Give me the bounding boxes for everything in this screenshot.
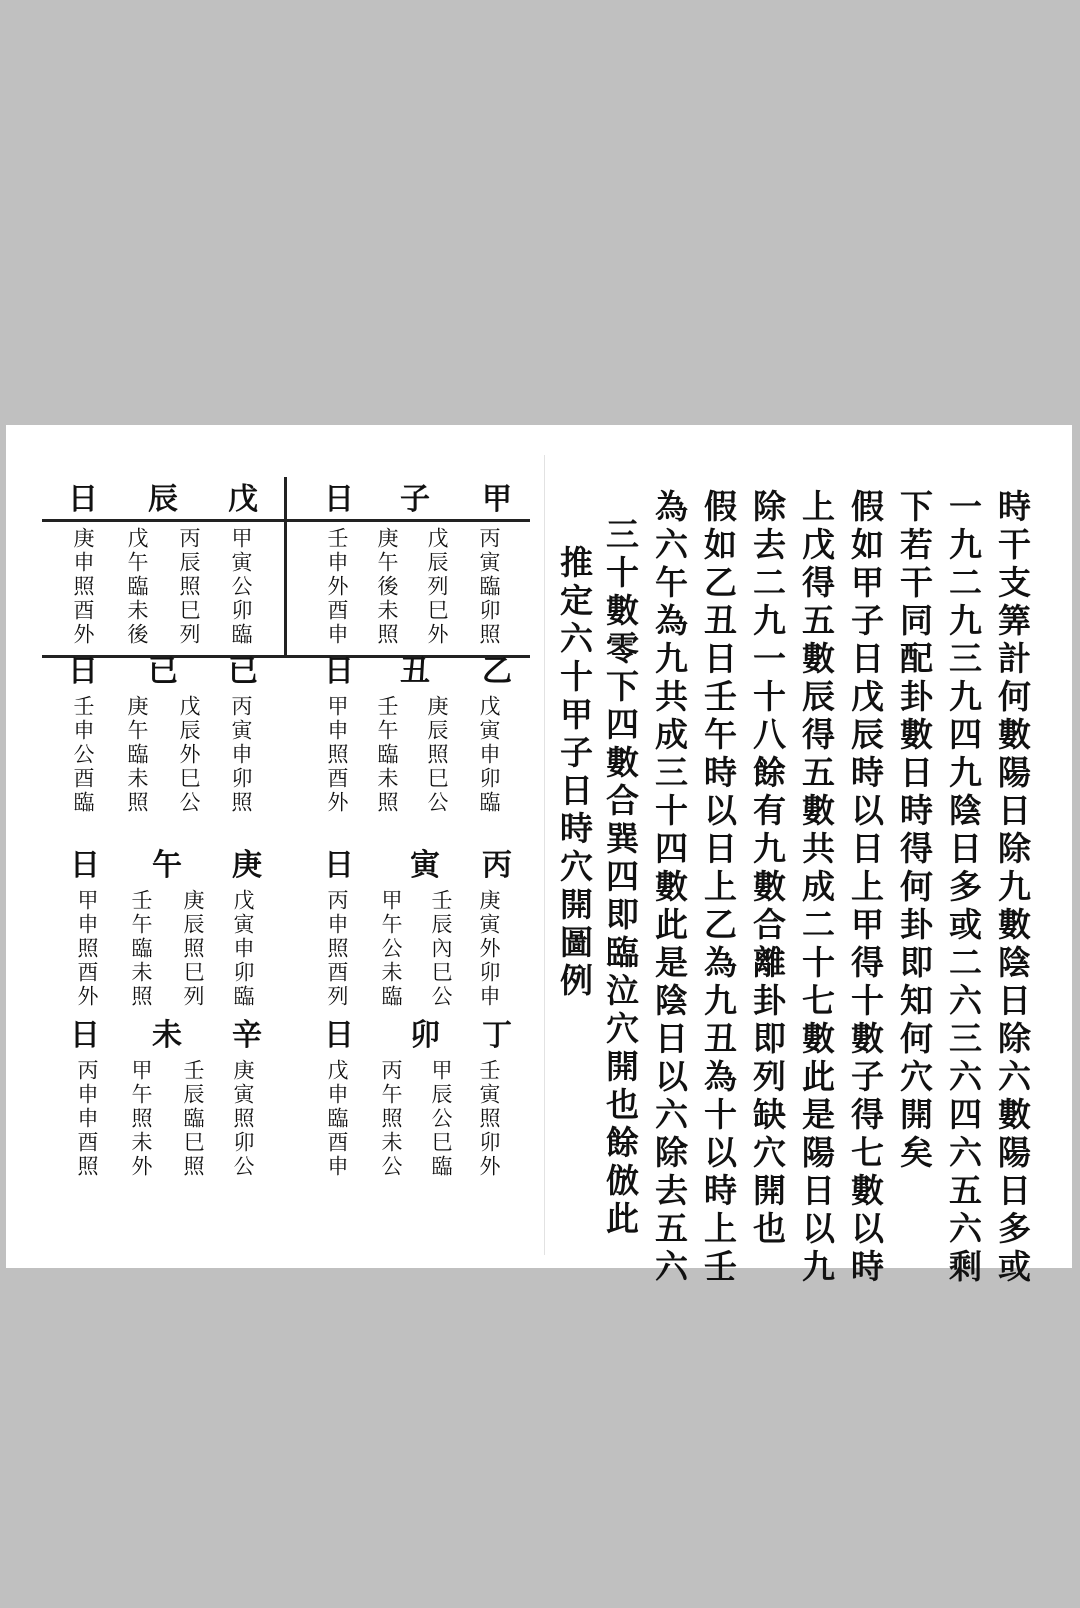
entry-column: 甲午公未臨 xyxy=(379,889,403,1009)
block-label-branch: 午 xyxy=(152,848,182,883)
text-column-6: 除去二九一十八餘有九數合離卦即列缺穴開也 xyxy=(748,489,787,1249)
block-label-day: 日 xyxy=(70,848,100,883)
entry-column: 丙午照未公 xyxy=(379,1059,403,1179)
entry-column: 戊寅申卯臨 xyxy=(231,889,255,1009)
entry-column: 甲申照酉外 xyxy=(325,695,349,815)
entry-column: 甲申照酉外 xyxy=(75,889,99,1009)
page-fold xyxy=(544,455,545,1255)
block-label-branch: 辰 xyxy=(148,482,178,517)
block-label-branch: 卯 xyxy=(410,1018,440,1053)
block-label-stem: 丁 xyxy=(482,1018,512,1053)
entry-column: 壬寅照卯外 xyxy=(477,1059,501,1179)
entry-column: 甲寅公卯臨 xyxy=(229,527,253,647)
entry-column: 丙寅臨卯照 xyxy=(477,527,501,647)
block-label-day: 日 xyxy=(68,482,98,517)
block-label-branch: 已 xyxy=(148,654,178,689)
block-label-branch: 寅 xyxy=(410,848,440,883)
entry-column: 甲午照未外 xyxy=(129,1059,153,1179)
block-label-day: 日 xyxy=(70,1018,100,1053)
text-column-3: 下若干同配卦數日時得何卦即知何穴開矣 xyxy=(895,489,934,1173)
block-label-branch: 未 xyxy=(152,1018,182,1053)
entry-column: 甲辰公巳臨 xyxy=(429,1059,453,1179)
block-label-branch: 子 xyxy=(400,482,430,517)
entry-column: 壬申外酉申 xyxy=(325,527,349,647)
entry-column: 戊辰列巳外 xyxy=(425,527,449,647)
block-label-stem: 甲 xyxy=(482,482,512,517)
entry-column: 壬午臨未照 xyxy=(375,695,399,815)
block-label-branch: 丑 xyxy=(400,654,430,689)
entry-column: 壬申公酉臨 xyxy=(71,695,95,815)
block-label-day: 日 xyxy=(324,1018,354,1053)
block-label-stem: 庚 xyxy=(232,848,262,883)
entry-column: 庚午後未照 xyxy=(375,527,399,647)
text-column-7: 假如乙丑日壬午時以日上乙為九丑為十以時上壬 xyxy=(699,489,738,1287)
column-divider xyxy=(284,477,287,657)
book-spread xyxy=(6,425,1072,1287)
entry-column: 戊申臨酉申 xyxy=(325,1059,349,1179)
entry-column: 丙寅申卯照 xyxy=(229,695,253,815)
block-label-stem: 戊 xyxy=(228,482,258,517)
text-column-9: 三十數零下四數合巽四即臨泣穴開也餘倣此 xyxy=(601,517,640,1239)
entry-column: 丙申照酉列 xyxy=(325,889,349,1009)
entry-column: 庚辰照巳公 xyxy=(425,695,449,815)
entry-column: 庚午臨未照 xyxy=(125,695,149,815)
block-label-day: 日 xyxy=(68,654,98,689)
text-column-1: 時干支筭計何數陽日除九數陰日除六數陽日多或 xyxy=(993,489,1032,1287)
block-label-stem: 已 xyxy=(228,654,258,689)
block-label-day: 日 xyxy=(324,848,354,883)
entry-column: 戊午臨未後 xyxy=(125,527,149,647)
entry-column: 戊寅申卯臨 xyxy=(477,695,501,815)
text-column-4: 假如甲子日戊辰時以日上甲得十數子得七數以時 xyxy=(846,489,885,1287)
entry-column: 壬辰內巳公 xyxy=(429,889,453,1009)
entry-column: 庚寅照卯公 xyxy=(231,1059,255,1179)
block-label-day: 日 xyxy=(324,654,354,689)
entry-column: 丙辰照巳列 xyxy=(177,527,201,647)
entry-column: 壬午臨未照 xyxy=(129,889,153,1009)
text-column-8: 為六午為九共成三十四數此是陰日以六除去五六 xyxy=(650,489,689,1287)
entry-column: 庚辰照巳列 xyxy=(181,889,205,1009)
text-column-10: 推定六十甲子日時穴開圖例 xyxy=(555,545,594,1001)
entry-column: 壬辰臨巳照 xyxy=(181,1059,205,1179)
entry-column: 丙申申酉照 xyxy=(75,1059,99,1179)
entry-column: 庚寅外卯申 xyxy=(477,889,501,1009)
entry-column: 庚申照酉外 xyxy=(71,527,95,647)
text-column-5: 上戊得五數辰得五數共成二十七數此是陽日以九 xyxy=(797,489,836,1287)
text-column-2: 一九二九三九四九陰日多或二六三六四六五六剩 xyxy=(944,489,983,1287)
block-label-day: 日 xyxy=(324,482,354,517)
block-label-stem: 辛 xyxy=(232,1018,262,1053)
block-label-stem: 丙 xyxy=(482,848,512,883)
entry-column: 戊辰外巳公 xyxy=(177,695,201,815)
block-label-stem: 乙 xyxy=(482,654,512,689)
